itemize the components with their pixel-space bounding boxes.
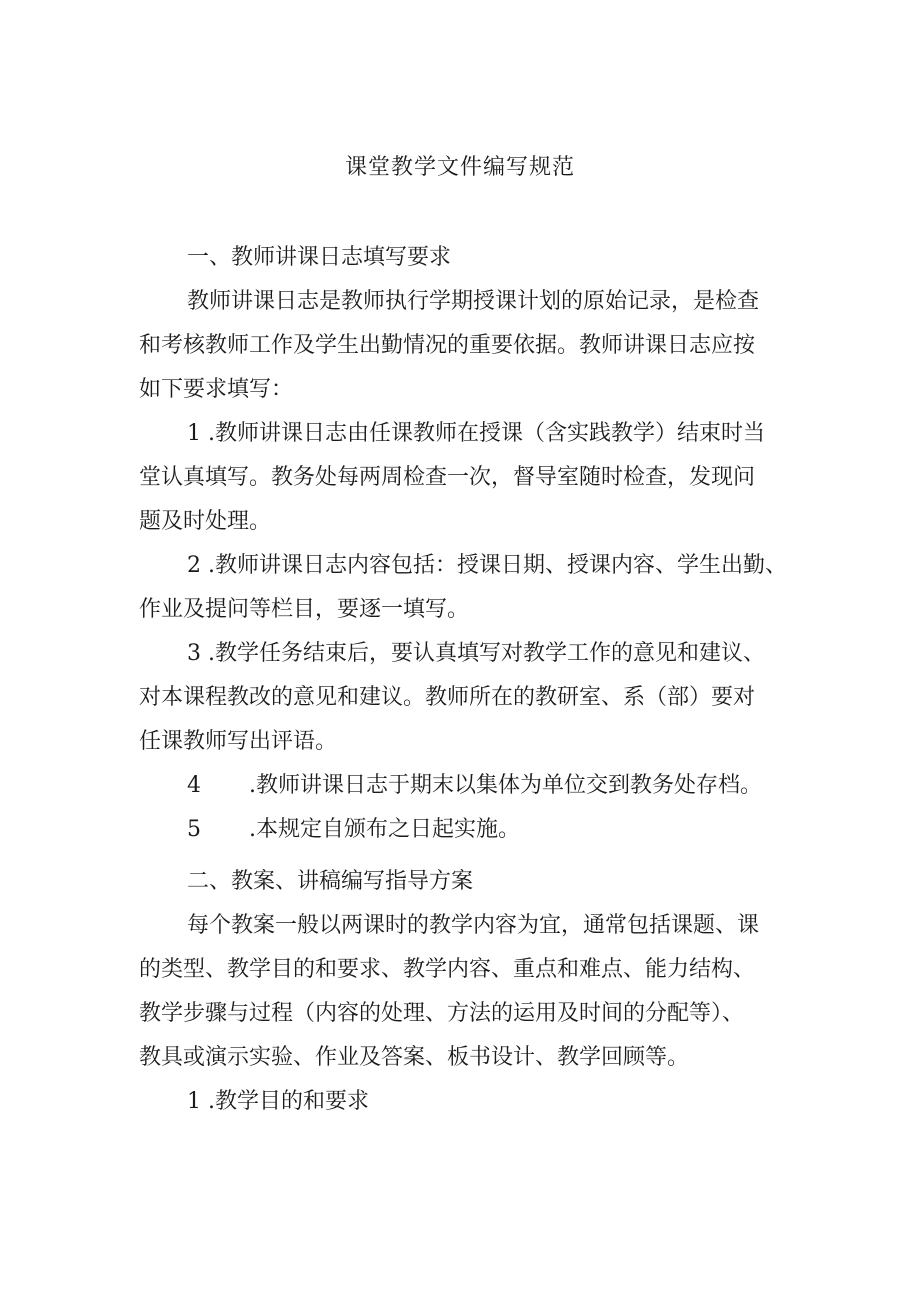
section1-item5-number: 5 [187, 817, 201, 842]
document-title: 课堂教学文件编写规范 [344, 155, 575, 180]
section1-heading: 一、教师讲课日志填写要求 [187, 245, 452, 270]
section2-item1: 1 .教学目的和要求 [187, 1089, 369, 1114]
section1-item4-number: 4 [187, 773, 201, 798]
section1-item3-line: 3 .教学任务结束后，要认真填写对教学工作的意见和建议、 [187, 641, 765, 666]
section1-item1-line: 1 .教师讲课日志由任课教师在授课（含实践教学）结束时当 [187, 421, 765, 446]
section1-item3-line: 对本课程教改的意见和建议。教师所在的教研室、系（部）要对 [139, 685, 756, 710]
section1-item1-line: 题及时处理。 [139, 509, 272, 534]
section1-item1-line: 堂认真填写。教务处每两周检查一次，督导室随时检查，发现问 [139, 465, 756, 490]
section1-item2-line: 作业及提问等栏目，要逐一填写。 [139, 597, 470, 622]
section1-intro-line: 和考核教师工作及学生出勤情况的重要依据。教师讲课日志应按 [139, 333, 756, 358]
section2-heading: 二、教案、讲稿编写指导方案 [187, 869, 474, 894]
section2-intro-line: 教具或演示实验、作业及答案、板书设计、教学回顾等。 [139, 1045, 690, 1070]
section1-item4-text: .教师讲课日志于期末以集体为单位交到教务处存档。 [249, 773, 762, 798]
section1-intro-line: 如下要求填写： [139, 377, 294, 402]
section2-intro-line: 教学步骤与过程（内容的处理、方法的运用及时间的分配等）、 [139, 1001, 745, 1026]
section1-item2-line: 2 .教师讲课日志内容包括：授课日期、授课内容、学生出勤、 [187, 553, 787, 578]
section1-intro-line: 教师讲课日志是教师执行学期授课计划的原始记录，是检查 [187, 289, 760, 314]
section2-intro-line: 每个教案一般以两课时的教学内容为宜，通常包括课题、课 [187, 913, 760, 938]
section1-item5-text: .本规定自颁布之日起实施。 [249, 817, 520, 842]
section2-intro-line: 的类型、教学目的和要求、教学内容、重点和难点、能力结构、 [139, 957, 756, 982]
section1-item3-line: 任课教师写出评语。 [139, 729, 338, 754]
